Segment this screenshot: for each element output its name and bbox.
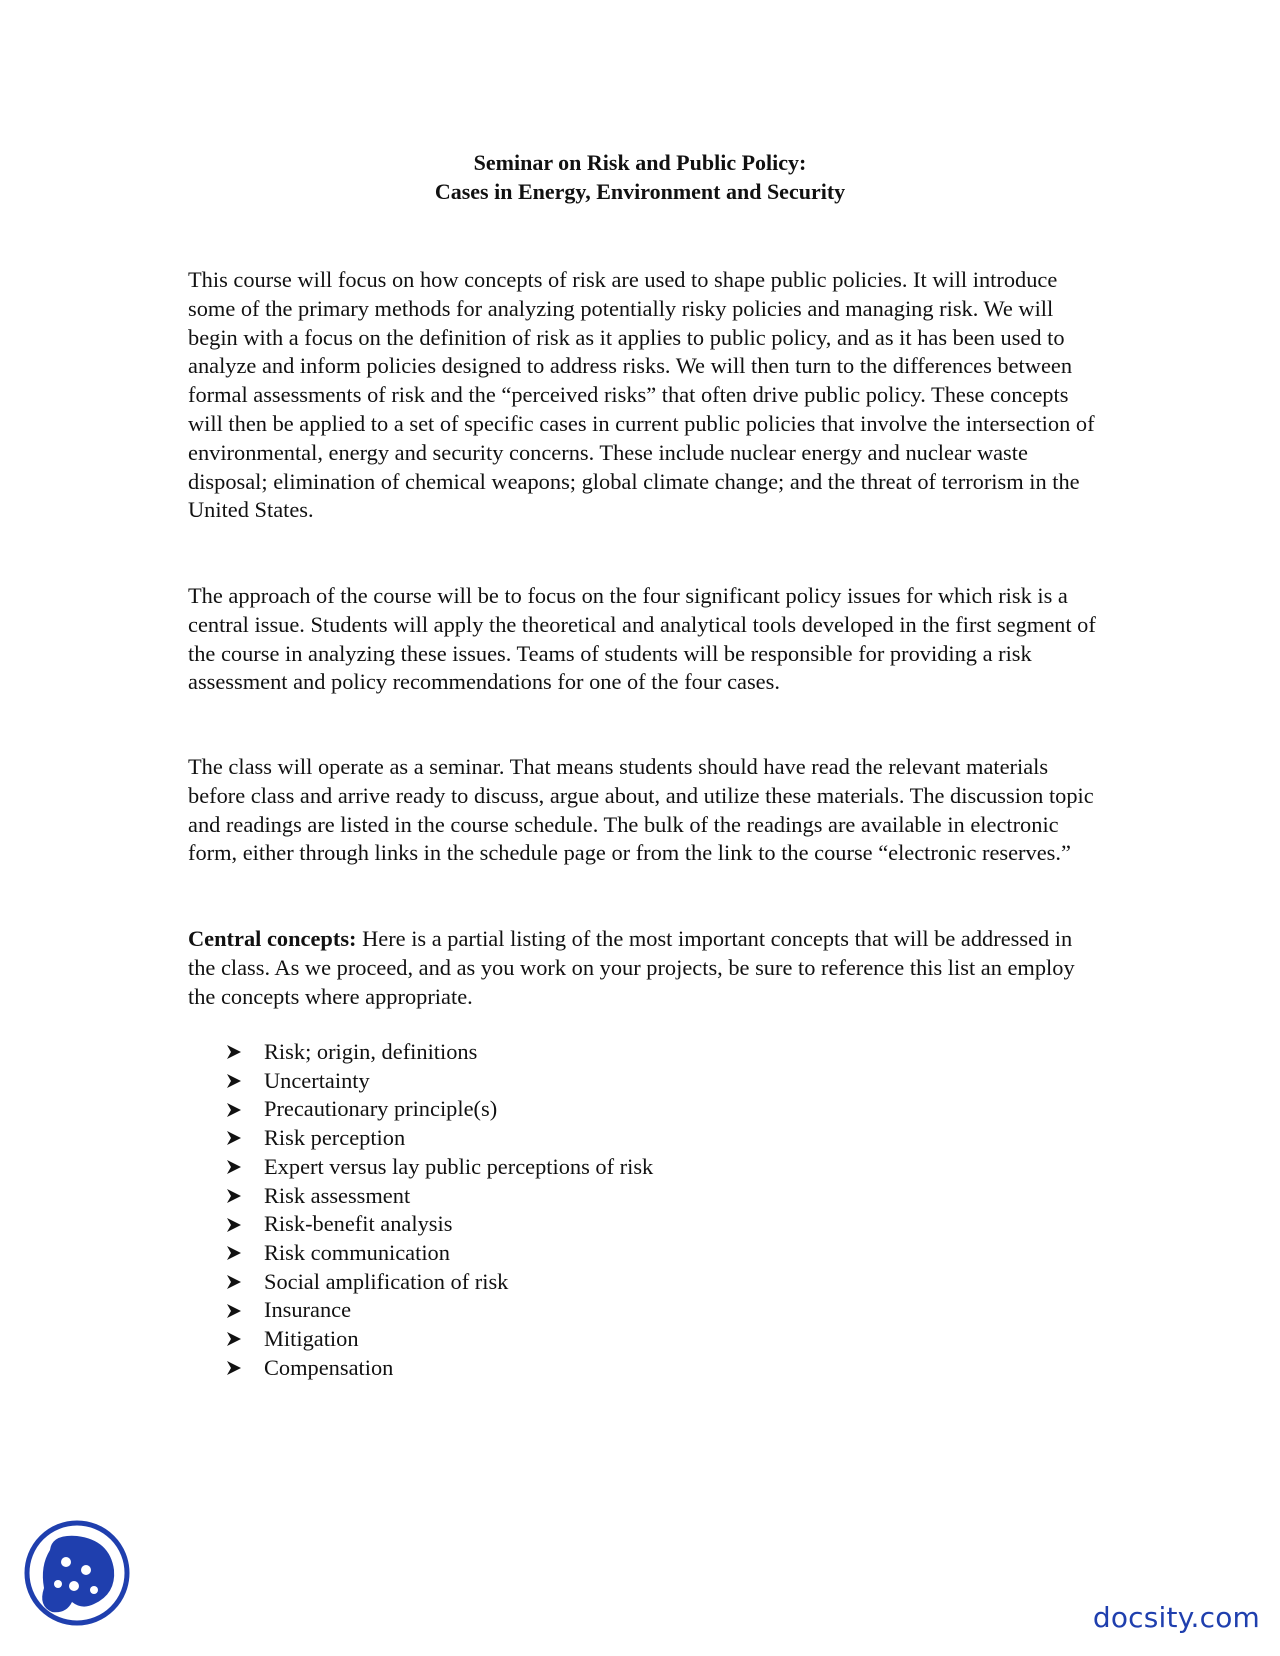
list-item	[226, 1210, 653, 1239]
arrow-bullet-icon	[226, 1245, 242, 1261]
list-item	[226, 1067, 653, 1096]
title-line-2: Cases in Energy, Environment and Security	[434, 179, 846, 204]
list-item-text: Expert versus lay public perceptions of risk	[264, 1153, 654, 1179]
list-item-text: Uncertainty	[264, 1067, 370, 1093]
list-item	[226, 1124, 653, 1153]
central-concepts-label: Central concepts:	[188, 926, 357, 951]
list-item-text: Risk communication	[264, 1239, 450, 1265]
list-item	[226, 1325, 653, 1354]
list-item-text: Risk; origin, definitions	[264, 1039, 478, 1064]
title-line-1: Seminar on Risk and Public Policy:	[473, 150, 807, 175]
list-item-text: Precautionary principle(s)	[264, 1096, 498, 1122]
arrow-bullet-icon	[226, 1044, 242, 1060]
arrow-bullet-icon	[226, 1331, 242, 1347]
arrow-bullet-icon	[226, 1217, 242, 1233]
arrow-bullet-icon	[226, 1303, 242, 1319]
paragraph-intro	[188, 266, 1098, 525]
list-item	[226, 1296, 653, 1325]
arrow-bullet-icon	[226, 1274, 242, 1290]
document-title	[0, 148, 1280, 206]
list-item	[226, 1182, 653, 1211]
central-concepts-text: Here is a partial listing of the most important concepts that will be addressed in the class. As we proceed, and as you work on your projects, be sure to reference this list an employ the concepts where appropriate.	[188, 926, 1075, 1009]
paragraph-central-concepts	[188, 925, 1098, 1011]
paragraph-text: This course will focus on how concepts of risk are used to shape public policies. It will introduce some of the primary methods for analyzing potentially risky policies and managing risk. We will begin with a focus on the definition of risk as it applies to public policy, and as it has been used to analyze and inform policies designed to address risks. We will then turn to the differences between formal assessments of risk and the “perceived risks” that often drive public policy. These concepts will then be applied to a set of specific cases in current public policies that involve the intersection of environmental, energy and security concerns. These include nuclear energy and nuclear waste disposal; elimination of chemical weapons; global climate change; and the threat of terrorism in the United States.	[188, 267, 1095, 523]
concepts-list	[226, 1038, 653, 1382]
arrow-bullet-icon	[226, 1130, 242, 1146]
paragraph-text: The class will operate as a seminar. That means students should have read the relevant materials before class and arrive ready to discuss, argue about, and utilize these materials. The discussion topic and readings are listed in the course schedule. The bulk of the readings are available in electronic form, either through links in the schedule page or from the link to the course “electronic reserves.”	[188, 754, 1094, 866]
arrow-bullet-icon	[226, 1073, 242, 1089]
list-item-text: Risk perception	[264, 1125, 406, 1151]
list-item	[226, 1095, 653, 1124]
list-item-text: Social amplification of risk	[264, 1268, 509, 1294]
paragraph-text: The approach of the course will be to focus on the four significant policy issues for which risk is a central issue. Students will apply the theoretical and analytical tools developed in the first segment of the course in analyzing these issues. Teams of students will be responsible for providing a risk assessment and policy recommendations for one of the four cases.	[188, 583, 1096, 695]
arrow-bullet-icon	[226, 1102, 242, 1118]
arrow-bullet-icon	[226, 1360, 242, 1376]
list-item-text: Risk assessment	[264, 1182, 411, 1208]
list-item	[226, 1038, 653, 1067]
list-item	[226, 1354, 653, 1383]
list-item-text: Compensation	[264, 1354, 394, 1380]
docsity-logo-icon	[22, 1518, 132, 1628]
list-item	[226, 1268, 653, 1297]
paragraph-seminar	[188, 753, 1098, 868]
list-item-text: Mitigation	[264, 1326, 359, 1352]
docsity-brand-text: docsity.com	[1092, 1601, 1260, 1634]
arrow-bullet-icon	[226, 1159, 242, 1175]
list-item-text: Insurance	[264, 1297, 352, 1323]
list-item	[226, 1153, 653, 1182]
list-item-text: Risk-benefit analysis	[264, 1211, 453, 1237]
paragraph-approach	[188, 582, 1098, 697]
list-item	[226, 1239, 653, 1268]
arrow-bullet-icon	[226, 1188, 242, 1204]
